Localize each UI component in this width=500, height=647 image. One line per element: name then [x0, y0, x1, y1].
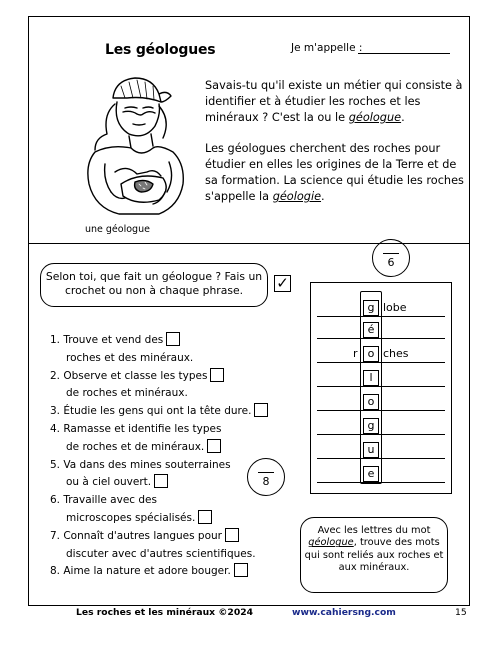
illustration-caption: une géologue — [85, 224, 150, 235]
puzzle-letter-4: l — [363, 370, 379, 386]
note-term-geologue: géologue — [308, 537, 354, 549]
checkbox-1[interactable] — [166, 332, 180, 346]
name-field-line[interactable] — [358, 53, 450, 54]
intro-paragraph-1: Savais-tu qu'il existe un métier qui consiste à identifier et à étudier les roches et les minéraux ? C'est la ou le géologue. — [205, 79, 463, 124]
statement-6: 6. Travaille avec des microscopes spécialisés. — [50, 492, 290, 528]
footer-link[interactable]: www.cahiersng.com — [292, 607, 396, 618]
checkbox-7[interactable] — [225, 528, 239, 542]
puzzle-letter-3: o — [363, 346, 379, 362]
puzzle-word-3-suffix: ches — [383, 347, 409, 360]
statement-7: 7. Connaît d'autres langues pour discuter avec d'autres scientifiques. — [50, 529, 256, 560]
checkbox-2[interactable] — [210, 368, 224, 382]
statement-4: 4. Ramasse et identifie les types de roches et de minéraux. — [50, 422, 222, 453]
checkbox-8[interactable] — [234, 563, 248, 577]
geologist-illustration — [55, 68, 195, 220]
checkbox-3[interactable] — [254, 403, 268, 417]
checkbox-5[interactable] — [154, 474, 168, 488]
score-circle-bottom[interactable]: 8 — [247, 458, 285, 496]
word-puzzle — [310, 282, 452, 494]
statement-8: 8. Aime la nature et adore bouger. — [50, 563, 290, 581]
statement-list — [50, 332, 290, 581]
puzzle-letter-6: g — [363, 418, 379, 434]
term-geologie: géologie — [272, 190, 322, 203]
puzzle-letter-2: é — [363, 322, 379, 338]
puzzle-word-3-prefix: r — [353, 347, 358, 360]
score-circle-top[interactable]: 6 — [372, 239, 410, 277]
checkbox-4[interactable] — [207, 439, 221, 453]
statement-1: 1. Trouve et vend des roches et des minéraux. — [50, 334, 194, 364]
intro-text — [205, 78, 467, 220]
puzzle-letter-1: g — [363, 300, 379, 316]
puzzle-letter-8: e — [363, 466, 379, 482]
checkmark-icon: ✓ — [274, 275, 291, 292]
intro-paragraph-2: Les géologues cherchent des roches pour étudier en elles les origines de la Terre et de sa formation. La science qui étudie les roches s'appelle la géologie. — [205, 142, 464, 203]
page-number: 15 — [455, 607, 467, 618]
footer-title: Les roches et les minéraux ©2024 — [76, 607, 253, 618]
puzzle-word-1-suffix: lobe — [383, 301, 407, 314]
puzzle-letter-5: o — [363, 394, 379, 410]
term-geologue: géologue — [348, 111, 402, 124]
instruction-note: Avec les lettres du mot géologue, trouve des mots qui sont reliés aux roches et aux minéraux. — [300, 517, 448, 593]
checkbox-6[interactable] — [198, 510, 212, 524]
statement-5: 5. Va dans des mines souterraines ou à ciel ouvert. — [50, 458, 231, 489]
puzzle-letter-7: u — [363, 442, 379, 458]
name-label: Je m'appelle : — [291, 42, 363, 54]
statement-3: 3. Étudie les gens qui ont la tête dure. — [50, 403, 290, 421]
page-title: Les géologues — [105, 42, 216, 58]
statement-2: 2. Observe et classe les types de roches et minéraux. — [50, 368, 290, 404]
question-box: Selon toi, que fait un géologue ? Fais un crochet ou non à chaque phrase. — [40, 263, 268, 307]
